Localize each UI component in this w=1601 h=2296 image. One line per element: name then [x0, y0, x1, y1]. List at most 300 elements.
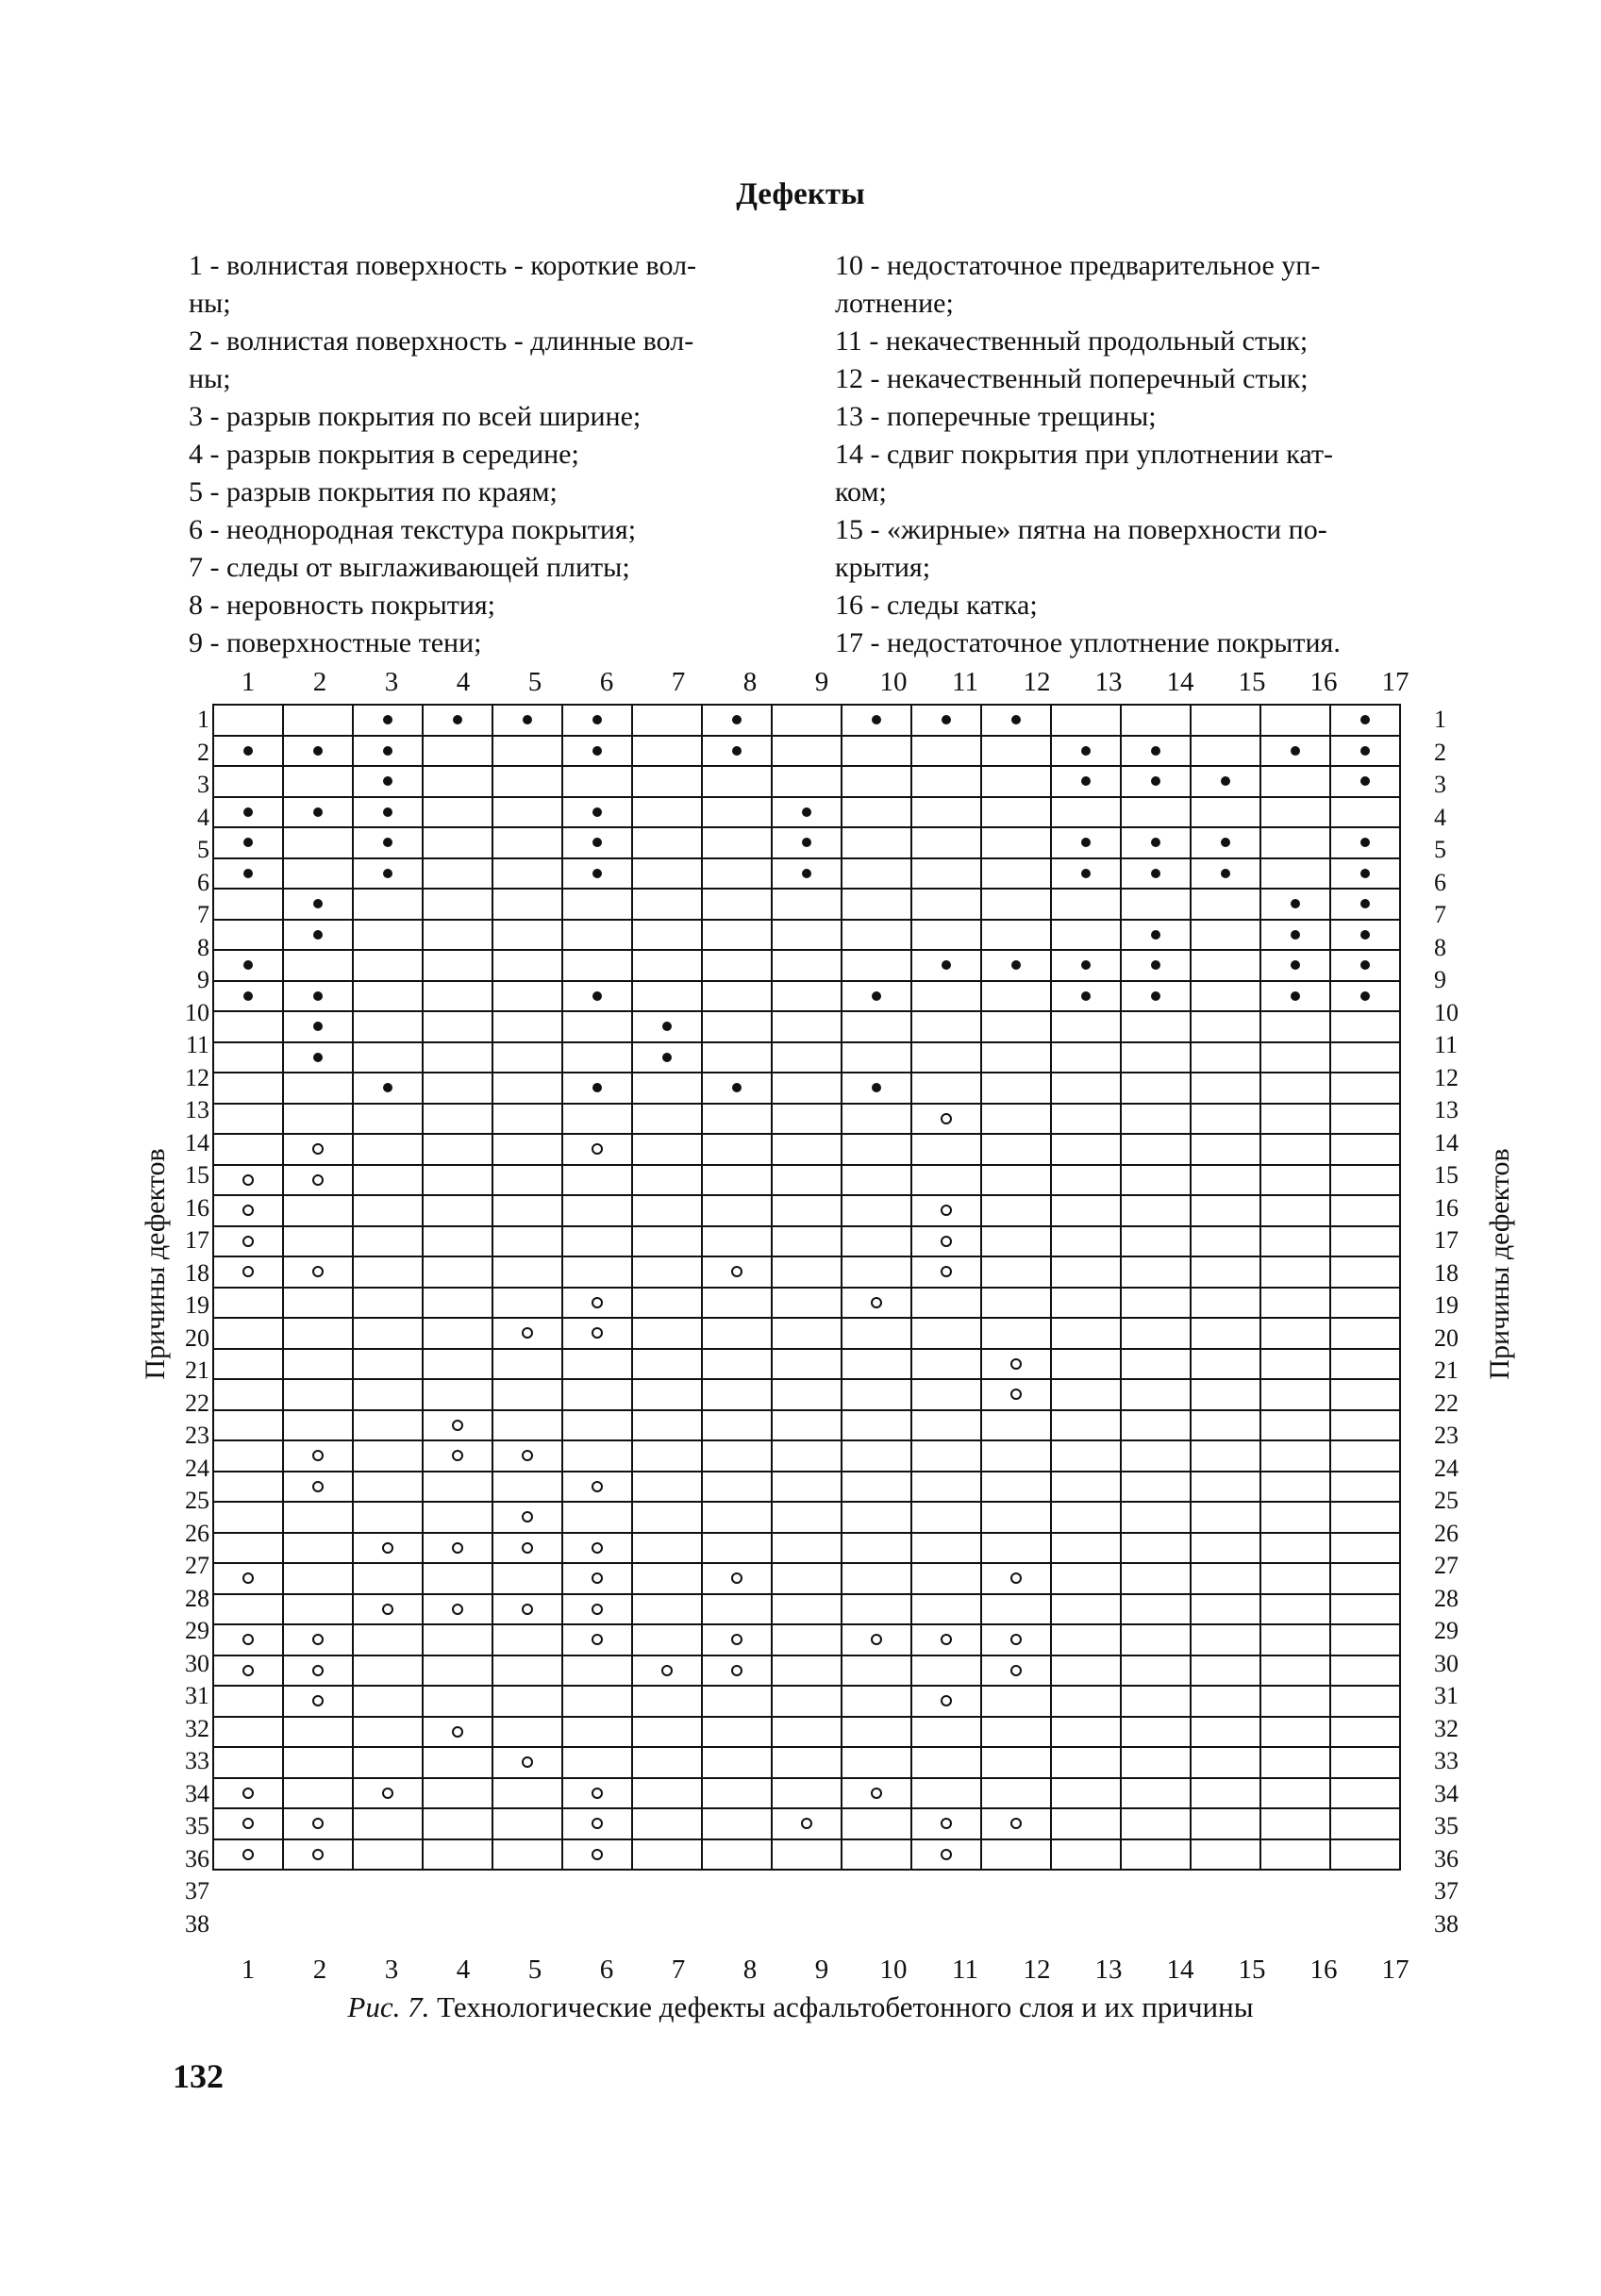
matrix-cell: [213, 827, 283, 858]
filled-dot-mark: [1291, 991, 1300, 1001]
matrix-cell: [492, 1104, 562, 1135]
table-row: [213, 1563, 1400, 1594]
matrix-cell: [423, 797, 492, 828]
defects-legend-right: [835, 247, 1448, 662]
matrix-cell: [1330, 1288, 1400, 1319]
matrix-cell: [1191, 1440, 1260, 1472]
matrix-cell: [702, 1502, 772, 1533]
matrix-cell: [213, 1839, 283, 1871]
matrix-cell: [981, 1165, 1051, 1196]
matrix-cell: [911, 1778, 981, 1809]
matrix-cell: [492, 1778, 562, 1809]
matrix-cell: [772, 1778, 842, 1809]
hollow-circle-mark: [941, 1818, 952, 1829]
matrix-cell: [353, 1655, 423, 1687]
matrix-cell: [1121, 1073, 1191, 1104]
table-row: [213, 1717, 1400, 1748]
matrix-cell: [632, 1410, 702, 1441]
matrix-cell: [772, 1256, 842, 1288]
matrix-cell: [353, 1747, 423, 1778]
filled-dot-mark: [1011, 715, 1021, 724]
matrix-cell: [772, 1717, 842, 1748]
matrix-cell: [1260, 1533, 1330, 1564]
matrix-cell: [423, 1379, 492, 1410]
matrix-cell: [562, 1104, 632, 1135]
matrix-cell: [1191, 736, 1260, 767]
column-label: 6: [599, 1955, 614, 1985]
row-label: 2: [197, 738, 209, 766]
table-row: [213, 1195, 1400, 1226]
matrix-cell: [1191, 950, 1260, 981]
row-label: 3: [1434, 771, 1446, 798]
matrix-cell: [1191, 1195, 1260, 1226]
matrix-cell: [772, 1288, 842, 1319]
matrix-cell: [353, 705, 423, 736]
matrix-cell: [423, 1472, 492, 1503]
matrix-cell: [911, 1042, 981, 1073]
matrix-cell: [702, 858, 772, 890]
matrix-cell: [772, 766, 842, 797]
matrix-cell: [1260, 736, 1330, 767]
matrix-cell: [283, 1195, 353, 1226]
hollow-circle-mark: [592, 1143, 603, 1155]
matrix-cell: [981, 1563, 1051, 1594]
matrix-cell: [283, 1839, 353, 1871]
matrix-cell: [562, 1379, 632, 1410]
filled-dot-mark: [1151, 838, 1160, 847]
matrix-cell: [353, 1717, 423, 1748]
matrix-cell: [492, 950, 562, 981]
legend-line: 13 - поперечные трещины;: [835, 401, 1157, 432]
matrix-cell: [1330, 1440, 1400, 1472]
matrix-cell: [842, 1073, 911, 1104]
matrix-cell: [562, 1226, 632, 1257]
table-row: [213, 1502, 1400, 1533]
matrix-cell: [283, 705, 353, 736]
matrix-cell: [1191, 1502, 1260, 1533]
row-label: 31: [185, 1682, 209, 1709]
matrix-cell: [353, 1256, 423, 1288]
filled-dot-mark: [383, 1083, 392, 1092]
column-label: 1: [241, 1955, 256, 1985]
hollow-circle-mark: [522, 1511, 533, 1522]
matrix-cell: [632, 1073, 702, 1104]
hollow-circle-mark: [941, 1113, 952, 1124]
hollow-circle-mark: [312, 1665, 324, 1676]
hollow-circle-mark: [661, 1665, 673, 1676]
matrix-cell: [842, 920, 911, 951]
table-row: [213, 1655, 1400, 1687]
matrix-cell: [1121, 1747, 1191, 1778]
matrix-cell: [981, 1011, 1051, 1042]
hollow-circle-mark: [242, 1174, 254, 1186]
filled-dot-mark: [592, 869, 602, 878]
matrix-cell: [911, 1655, 981, 1687]
column-label: 4: [456, 1955, 471, 1985]
matrix-cell: [1051, 1778, 1121, 1809]
matrix-cell: [283, 1011, 353, 1042]
matrix-cell: [1330, 889, 1400, 920]
matrix-cell: [423, 1686, 492, 1717]
matrix-cell: [492, 1717, 562, 1748]
matrix-cell: [772, 736, 842, 767]
matrix-cell: [911, 1349, 981, 1380]
matrix-cell: [702, 1256, 772, 1288]
hollow-circle-mark: [592, 1572, 603, 1584]
matrix-cell: [1260, 1655, 1330, 1687]
matrix-cell: [911, 1165, 981, 1196]
table-row: [213, 1288, 1400, 1319]
matrix-cell: [632, 1288, 702, 1319]
matrix-cell: [1191, 1655, 1260, 1687]
matrix-cell: [283, 1533, 353, 1564]
filled-dot-mark: [662, 1022, 672, 1031]
matrix-cell: [1121, 1839, 1191, 1871]
matrix-cell: [492, 1655, 562, 1687]
row-label: 19: [185, 1291, 209, 1319]
matrix-cell: [702, 1134, 772, 1165]
matrix-cell: [1051, 1042, 1121, 1073]
legend-line: ком;: [835, 476, 887, 507]
matrix-cell: [632, 1778, 702, 1809]
filled-dot-mark: [1221, 776, 1230, 786]
row-label: 14: [185, 1128, 209, 1156]
matrix-cell: [492, 1073, 562, 1104]
matrix-cell: [1121, 920, 1191, 951]
matrix-cell: [632, 1563, 702, 1594]
column-label: 2: [312, 667, 327, 697]
row-label: 33: [185, 1747, 209, 1774]
column-label: 7: [671, 667, 686, 697]
matrix-cell: [632, 797, 702, 828]
filled-dot-mark: [383, 838, 392, 847]
matrix-cell: [423, 1256, 492, 1288]
matrix-cell: [1121, 1472, 1191, 1503]
matrix-cell: [423, 705, 492, 736]
matrix-cell: [492, 1288, 562, 1319]
matrix-cell: [283, 1655, 353, 1687]
matrix-cell: [353, 736, 423, 767]
matrix-cell: [772, 1011, 842, 1042]
matrix-cell: [562, 858, 632, 890]
table-row: [213, 766, 1400, 797]
matrix-cell: [1051, 1226, 1121, 1257]
matrix-cell: [1330, 1256, 1400, 1288]
matrix-cell: [772, 1624, 842, 1655]
matrix-cell: [492, 1379, 562, 1410]
matrix-cell: [423, 1839, 492, 1871]
matrix-cell: [492, 1594, 562, 1625]
matrix-cell: [492, 797, 562, 828]
column-label: 9: [814, 667, 829, 697]
matrix-cell: [772, 1686, 842, 1717]
matrix-cell: [353, 1502, 423, 1533]
filled-dot-mark: [1360, 960, 1370, 970]
matrix-cell: [702, 1717, 772, 1748]
filled-dot-mark: [313, 807, 323, 817]
matrix-cell: [981, 1594, 1051, 1625]
table-row: [213, 1410, 1400, 1441]
matrix-cell: [702, 1226, 772, 1257]
matrix-cell: [702, 1686, 772, 1717]
matrix-cell: [842, 827, 911, 858]
row-label: 28: [185, 1584, 209, 1612]
hollow-circle-mark: [1010, 1665, 1022, 1676]
matrix-cell: [492, 858, 562, 890]
matrix-cell: [283, 981, 353, 1012]
matrix-cell: [353, 797, 423, 828]
row-label: 27: [1434, 1552, 1459, 1579]
matrix-cell: [1330, 1717, 1400, 1748]
matrix-cell: [423, 1747, 492, 1778]
matrix-cell: [911, 1440, 981, 1472]
matrix-cell: [353, 1379, 423, 1410]
column-label: 6: [599, 667, 614, 697]
row-label: 36: [1434, 1844, 1459, 1872]
matrix-cell: [492, 1839, 562, 1871]
matrix-cell: [1260, 827, 1330, 858]
matrix-cell: [1330, 1502, 1400, 1533]
matrix-cell: [842, 1042, 911, 1073]
row-label: 11: [1434, 1031, 1459, 1058]
filled-dot-mark: [1291, 930, 1300, 940]
hollow-circle-mark: [242, 1634, 254, 1645]
matrix-cell: [492, 1226, 562, 1257]
matrix-cell: [981, 1655, 1051, 1687]
filled-dot-mark: [1151, 869, 1160, 878]
matrix-cell: [632, 1165, 702, 1196]
matrix-cell: [1051, 1839, 1121, 1871]
table-row: [213, 950, 1400, 981]
column-label: 3: [384, 1955, 399, 1985]
table-row: [213, 827, 1400, 858]
filled-dot-mark: [243, 991, 253, 1001]
table-row: [213, 1349, 1400, 1380]
hollow-circle-mark: [522, 1756, 533, 1768]
hollow-circle-mark: [522, 1542, 533, 1554]
hollow-circle-mark: [592, 1297, 603, 1308]
matrix-cell: [842, 1533, 911, 1564]
hollow-circle-mark: [452, 1542, 463, 1554]
matrix-cell: [1260, 1839, 1330, 1871]
matrix-cell: [1330, 1655, 1400, 1687]
row-label: 4: [1434, 803, 1446, 831]
matrix-cell: [772, 1134, 842, 1165]
matrix-cell: [772, 1073, 842, 1104]
matrix-cell: [981, 797, 1051, 828]
matrix-cell: [911, 1717, 981, 1748]
legend-line: 4 - разрыв покрытия в середине;: [189, 439, 579, 470]
matrix-cell: [1191, 1288, 1260, 1319]
matrix-cell: [562, 1195, 632, 1226]
matrix-cell: [492, 920, 562, 951]
row-label: 24: [1434, 1454, 1459, 1482]
column-label: 13: [1094, 1955, 1123, 1985]
filled-dot-mark: [523, 715, 532, 724]
matrix-cell: [1051, 1195, 1121, 1226]
hollow-circle-mark: [1010, 1358, 1022, 1370]
matrix-cell: [981, 1747, 1051, 1778]
matrix-cell: [1330, 1624, 1400, 1655]
table-row: [213, 1472, 1400, 1503]
matrix-cell: [1121, 1533, 1191, 1564]
matrix-cell: [1051, 1655, 1121, 1687]
matrix-cell: [283, 1502, 353, 1533]
matrix-cell: [353, 766, 423, 797]
matrix-cell: [702, 797, 772, 828]
matrix-cell: [842, 1563, 911, 1594]
matrix-cell: [283, 1134, 353, 1165]
matrix-cell: [1330, 1533, 1400, 1564]
matrix-cell: [842, 736, 911, 767]
filled-dot-mark: [942, 960, 951, 970]
matrix-cell: [911, 950, 981, 981]
matrix-cell: [423, 1073, 492, 1104]
matrix-cell: [423, 950, 492, 981]
matrix-cell: [981, 1440, 1051, 1472]
column-label: 2: [312, 1955, 327, 1985]
matrix-cell: [353, 1563, 423, 1594]
matrix-cell: [842, 766, 911, 797]
matrix-cell: [353, 1288, 423, 1319]
filled-dot-mark: [313, 1022, 323, 1031]
matrix-cell: [911, 705, 981, 736]
matrix-cell: [632, 1134, 702, 1165]
matrix-cell: [423, 1808, 492, 1839]
row-label: 19: [1434, 1291, 1459, 1319]
matrix-cell: [842, 889, 911, 920]
matrix-cell: [423, 920, 492, 951]
matrix-cell: [423, 1655, 492, 1687]
matrix-cell: [213, 950, 283, 981]
column-label: 12: [1023, 1955, 1051, 1985]
filled-dot-mark: [802, 807, 811, 817]
row-label: 5: [1434, 836, 1446, 863]
matrix-cell: [562, 1073, 632, 1104]
matrix-cell: [632, 1195, 702, 1226]
hollow-circle-mark: [312, 1481, 324, 1492]
column-label: 13: [1094, 667, 1123, 697]
legend-line: 14 - сдвиг покрытия при уплотнении кат-: [835, 439, 1333, 470]
legend-line: 3 - разрыв покрытия по всей ширине;: [189, 401, 642, 432]
matrix-cell: [1121, 981, 1191, 1012]
matrix-cell: [1260, 858, 1330, 890]
filled-dot-mark: [1151, 746, 1160, 756]
table-row: [213, 1624, 1400, 1655]
matrix-cell: [1260, 1349, 1330, 1380]
matrix-cell: [1051, 1288, 1121, 1319]
matrix-cell: [213, 1134, 283, 1165]
matrix-cell: [1051, 920, 1121, 951]
column-label: 10: [879, 667, 908, 697]
matrix-cell: [911, 1808, 981, 1839]
row-label: 1: [197, 706, 209, 733]
matrix-cell: [1121, 797, 1191, 828]
matrix-cell: [213, 981, 283, 1012]
column-label: 7: [671, 1955, 686, 1985]
hollow-circle-mark: [242, 1788, 254, 1799]
row-label: 13: [1434, 1096, 1459, 1123]
matrix-cell: [1191, 705, 1260, 736]
matrix-cell: [423, 981, 492, 1012]
matrix-cell: [283, 950, 353, 981]
matrix-cell: [1121, 1410, 1191, 1441]
matrix-cell: [492, 981, 562, 1012]
matrix-cell: [492, 827, 562, 858]
matrix-cell: [981, 827, 1051, 858]
matrix-cell: [1191, 981, 1260, 1012]
matrix-cell: [1191, 1839, 1260, 1871]
filled-dot-mark: [802, 838, 811, 847]
matrix-cell: [842, 981, 911, 1012]
defects-legend-left: [189, 247, 792, 662]
matrix-cell: [1191, 1104, 1260, 1135]
hollow-circle-mark: [941, 1695, 952, 1706]
matrix-cell: [492, 766, 562, 797]
column-label: 8: [742, 667, 758, 697]
table-row: [213, 858, 1400, 890]
matrix-cell: [353, 1011, 423, 1042]
matrix-cell: [632, 858, 702, 890]
hollow-circle-mark: [731, 1572, 742, 1584]
hollow-circle-mark: [312, 1849, 324, 1860]
matrix-cell: [1121, 1195, 1191, 1226]
matrix-cell: [283, 1226, 353, 1257]
matrix-cell: [1330, 705, 1400, 736]
matrix-cell: [1191, 1318, 1260, 1349]
legend-line: 17 - недостаточное уплотнение покрытия.: [835, 627, 1341, 658]
matrix-cell: [492, 1256, 562, 1288]
axis-label-causes-left: Причины дефектов: [140, 1148, 171, 1380]
matrix-cell: [562, 1533, 632, 1564]
filled-dot-mark: [383, 776, 392, 786]
matrix-cell: [353, 1624, 423, 1655]
row-label: 9: [197, 966, 209, 993]
matrix-cell: [562, 1563, 632, 1594]
legend-line: 12 - некачественный поперечный стык;: [835, 363, 1309, 394]
row-label: 34: [1434, 1779, 1459, 1807]
hollow-circle-mark: [592, 1542, 603, 1554]
matrix-cell: [772, 1533, 842, 1564]
matrix-cell: [1051, 1624, 1121, 1655]
matrix-cell: [842, 705, 911, 736]
matrix-cell: [1330, 1104, 1400, 1135]
matrix-cell: [981, 1379, 1051, 1410]
matrix-cell: [911, 1563, 981, 1594]
filled-dot-mark: [1291, 960, 1300, 970]
hollow-circle-mark: [941, 1205, 952, 1216]
hollow-circle-mark: [382, 1604, 393, 1615]
matrix-cell: [911, 1502, 981, 1533]
filled-dot-mark: [872, 715, 881, 724]
matrix-cell: [423, 1349, 492, 1380]
matrix-cell: [842, 1624, 911, 1655]
matrix-cell: [632, 1011, 702, 1042]
row-label: 32: [185, 1714, 209, 1742]
row-label: 34: [185, 1779, 209, 1807]
matrix-cell: [911, 1747, 981, 1778]
row-label: 24: [185, 1454, 209, 1482]
matrix-cell: [981, 1472, 1051, 1503]
matrix-cell: [213, 766, 283, 797]
matrix-cell: [772, 1195, 842, 1226]
matrix-cell: [702, 1410, 772, 1441]
matrix-cell: [1051, 1379, 1121, 1410]
matrix-cell: [353, 1533, 423, 1564]
matrix-cell: [1260, 1104, 1330, 1135]
matrix-cell: [842, 1256, 911, 1288]
matrix-cell: [1260, 1226, 1330, 1257]
